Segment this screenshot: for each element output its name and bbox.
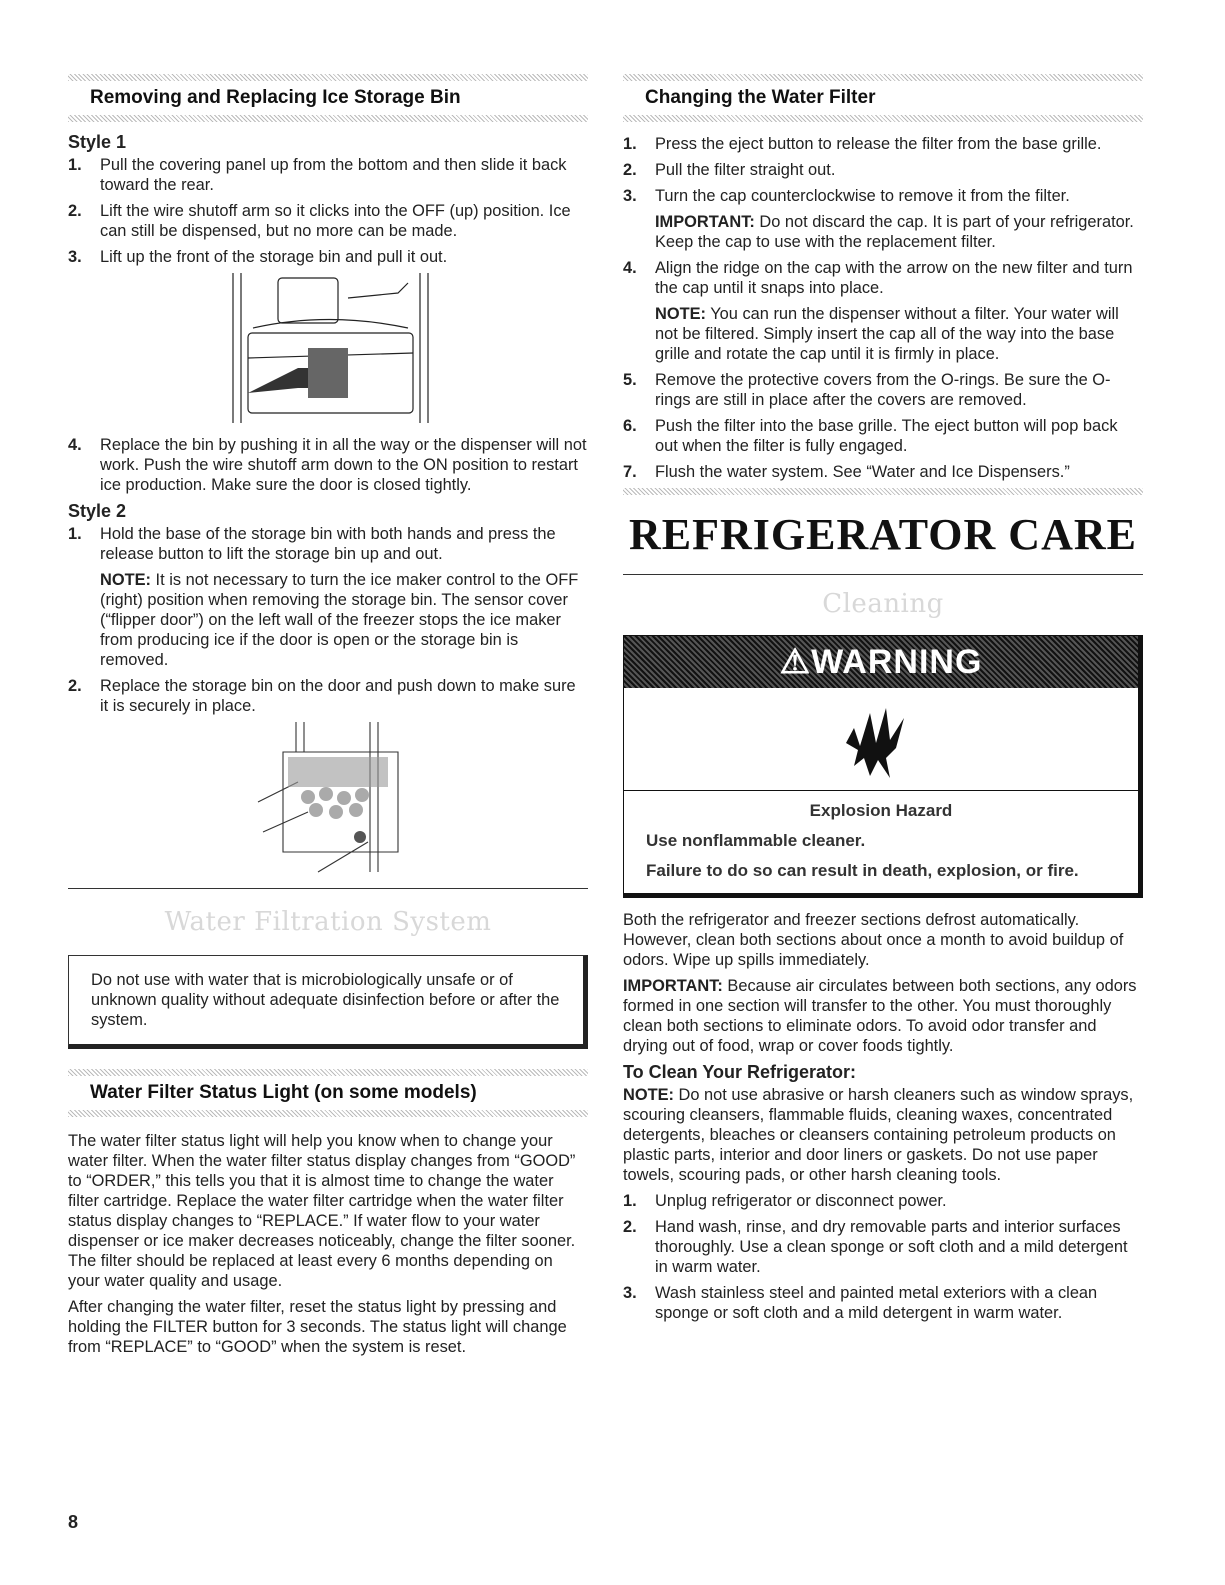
ice-bin-style2-illustration	[68, 722, 588, 882]
section-divider	[68, 74, 588, 81]
list-item: 7. Flush the water system. See “Water and Ice Dispensers.”	[623, 463, 1070, 481]
style1-heading: Style 1	[68, 132, 127, 152]
list-item: 5. Remove the protective covers from the O-rings. Be sure the O-rings are still in place after the covers are removed.	[623, 371, 1111, 409]
filter-step4	[623, 258, 1143, 298]
filtration-title: Water Filtration System	[164, 907, 492, 937]
section-divider	[68, 115, 588, 122]
list-item: 1. Hold the base of the storage bin with both hands and press the release button to lift the storage bin up and out.	[68, 525, 556, 563]
warning-icon-area	[624, 688, 1138, 791]
ice-bin-style1-illustration	[68, 273, 588, 431]
list-item: 1. Pull the covering panel up from the bottom and then slide it back toward the rear.	[68, 156, 567, 194]
filtration-notice-box	[68, 955, 588, 1049]
rule	[68, 888, 588, 889]
cleaning-important: IMPORTANT: Because air circulates between both sections, any odors formed in one section will transfer to the other. You must thoroughly clean both sections to eliminate odors. To avoid odor transfer and drying out of food, wrap or cover foods tightly.	[623, 977, 1137, 1055]
section-heading-filter: Changing the Water Filter	[645, 87, 876, 108]
filter-steps	[623, 134, 1143, 206]
cleaning-steps	[623, 1191, 1143, 1323]
warning-hazard: Explosion Hazard	[809, 801, 953, 820]
cleaning-subhead: To Clean Your Refrigerator:	[623, 1062, 857, 1082]
filtration-notice-text: Do not use with water that is microbiologically unsafe or of unknown quality without adequate disinfection before or after the system.	[91, 971, 560, 1029]
explosion-icon	[624, 688, 1139, 790]
list-item: 2. Lift the wire shutoff arm so it clicks into the OFF (up) position. Ice can still be dispensed, but no more can be made.	[68, 202, 571, 240]
page-number: 8	[68, 1512, 79, 1532]
right-column	[623, 0, 1143, 1329]
filter-important: IMPORTANT: Do not discard the cap. It is part of your refrigerator. Keep the cap to use with the replacement filter.	[655, 213, 1134, 251]
warning-banner: ⚠WARNING	[624, 636, 1138, 688]
list-item: 2. Pull the filter straight out.	[623, 161, 836, 179]
filter-steps-5-7	[623, 370, 1143, 482]
list-item: 3. Turn the cap counterclockwise to remove it from the filter.	[623, 187, 1070, 205]
list-item: 4. Align the ridge on the cap with the arrow on the new filter and turn the cap until it snaps into place.	[623, 259, 1133, 297]
section-divider	[623, 74, 1143, 81]
left-column	[68, 0, 588, 1357]
list-item: 2. Hand wash, rinse, and dry removable parts and interior surfaces thoroughly. Use a clean sponge or soft cloth and a mild detergent in warm water.	[623, 1218, 1128, 1276]
style1-steps	[68, 155, 588, 267]
style2-step2	[68, 676, 588, 716]
list-item: 3. Wash stainless steel and painted metal exteriors with a clean sponge or soft cloth and a mild detergent in warm water.	[623, 1284, 1098, 1322]
list-item: 2. Replace the storage bin on the door and push down to make sure it is securely in place.	[68, 677, 576, 715]
section-heading-status-light: Water Filter Status Light (on some models)	[90, 1082, 477, 1103]
warning-box	[623, 635, 1143, 898]
style2-steps	[68, 524, 588, 564]
list-item: 1. Unplug refrigerator or disconnect power.	[623, 1192, 947, 1210]
style1-step4	[68, 435, 588, 495]
style2-heading: Style 2	[68, 501, 127, 521]
list-item: 6. Push the filter into the base grille. The eject button will pop back out when the filter is fully engaged.	[623, 417, 1118, 455]
rule	[623, 574, 1143, 575]
section-divider	[623, 488, 1143, 495]
warning-line2: Failure to do so can result in death, explosion, or fire.	[646, 861, 1079, 880]
section-divider	[68, 1110, 588, 1117]
style2-note: NOTE: It is not necessary to turn the ice maker control to the OFF (right) position when removing the storage bin. The sensor cover (“flipper door”) on the left wall of the freezer stops the ice maker from producing ice if the door is open or the storage bin is removed.	[100, 571, 579, 669]
warning-text	[624, 791, 1138, 893]
refrigerator-care-title: REFRIGERATOR CARE	[629, 510, 1137, 559]
filter-note: NOTE: You can run the dispenser without a filter. Your water will not be filtered. Simply insert the cap all of the way into the base grille and rotate the cap until it is firmly in place.	[655, 305, 1119, 363]
cleaning-note: NOTE: Do not use abrasive or harsh cleaners such as window sprays, scouring cleansers, flammable fluids, cleaning waxes, concentrated detergents, bleaches or cleansers containing petroleum products on plastic parts, interior and door liners or gaskets. Do not use paper towels, scouring pads, or other harsh cleaning tools.	[623, 1086, 1134, 1184]
list-item: 4. Replace the bin by pushing it in all the way or the dispenser will not work. Push the wire shutoff arm down to the ON position to restart ice production. Make sure the door is closed tightly.	[68, 436, 587, 494]
section-heading-ice-bin: Removing and Replacing Ice Storage Bin	[90, 87, 461, 108]
list-item: 1. Press the eject button to release the filter from the base grille.	[623, 135, 1102, 153]
list-item: 3. Lift up the front of the storage bin and pull it out.	[68, 248, 448, 266]
section-divider	[623, 115, 1143, 122]
status-light-para2: After changing the water filter, reset the status light by pressing and holding the FILTER button for 3 seconds. The status light will change from “REPLACE” to “GOOD” when the system is reset.	[68, 1298, 567, 1356]
cleaning-para1: Both the refrigerator and freezer sections defrost automatically. However, clean both sections about once a month to avoid buildup of odors. Wipe up spills immediately.	[623, 911, 1124, 969]
warning-line1: Use nonflammable cleaner.	[646, 831, 866, 850]
cleaning-title: Cleaning	[822, 589, 944, 619]
status-light-para1: The water filter status light will help you know when to change your water filter. When the water filter status display changes from “GOOD” to “ORDER,” this tells you that it is almost time to change the water filter cartridge. Replace the water filter cartridge when the water filter status display changes to “REPLACE.” If water flow to your water dispenser or ice maker decreases noticeably, change the filter sooner. The filter should be replaced at least every 6 months depending on your water quality and usage.	[68, 1132, 576, 1290]
section-divider	[68, 1069, 588, 1076]
